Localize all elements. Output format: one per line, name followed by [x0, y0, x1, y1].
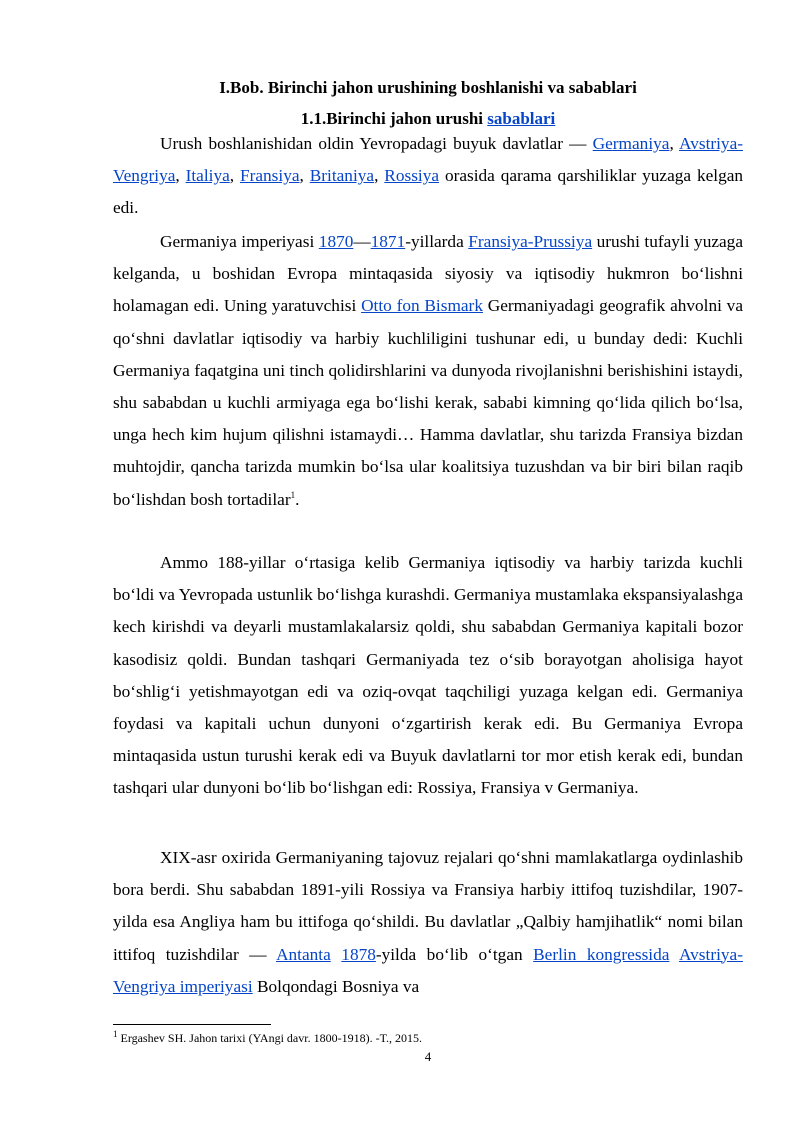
- footnote-marker: 1: [113, 1029, 118, 1039]
- text-run: Germaniya imperiyasi: [160, 232, 319, 251]
- section-title: [113, 108, 743, 130]
- link-sabablari[interactable]: sabablari: [487, 109, 556, 128]
- link-antanta[interactable]: Antanta: [276, 944, 331, 964]
- link-1878[interactable]: 1878: [341, 944, 376, 964]
- text-run: [669, 945, 679, 964]
- link-fransiya-prussiya[interactable]: Fransiya-Prussiya: [468, 232, 593, 251]
- link-rossiya[interactable]: Rossiya: [384, 166, 440, 186]
- paragraph-3: Ammo 188-yillar oʻrtasiga kelib Germaniya iqtisodiy va harbiy tarizda kuchli boʻldi va Yevropada ustunlik boʻlishga kurashdi. Germaniya mustamlaka ekspansiyalashga kech kirishdi va deyarli mustamlakalarsiz qoldi, shu sababdan Germaniya kapitali bozor kasodisiz qoldi. Bundan tashqari Germaniyada tez oʻsib borayotgan aholisiga hayot boʻshligʻi yetishmayotgan edi va oziq-ovqat taqchiligi yuzaga kelgan edi. Germaniya foydasi va kapitali uchun dunyoni oʻzgartirish kerak edi. Bu Germaniya Evropa mintaqasida ustun turushi kerak edi va Buyuk davlatlarni tor mor etish kerak edi, bundan tashqari ular dunyoni boʻlib boʻlishgan edi: Rossiya, Fransiya v Germaniya.: [113, 553, 743, 798]
- footnote-text: Ergashev SH. Jahon tarixi (YAngi davr. 1800-1918). -T., 2015.: [117, 1031, 423, 1045]
- text-run: urushi tufayli yuzaga kelganda, u boshidan Evropa mintaqasida siyosiy va iqtisodiy hukmron boʻlishni holamagan edi. Uning yaratuvchisi: [113, 232, 743, 316]
- link-avstriya-vengriya-imperiyasi[interactable]: Avstriya-Vengriya imperiyasi: [113, 944, 743, 996]
- link-britaniya[interactable]: Britaniya: [309, 166, 375, 186]
- section-title-text: 1.1.Birinchi jahon urushi: [300, 109, 488, 128]
- paragraph-4: [113, 842, 743, 1003]
- link-italiya[interactable]: Italiya: [185, 166, 230, 186]
- paragraph-1: [113, 128, 743, 225]
- text-run: Germaniyadagi geografik ahvolni va qoʻshni davlatlar iqtisodiy va harbiy kuchliligini tushunar edi, u bunday dedi: Kuchli Germaniya faqatgina uni tinch qolidirshlarini va dunyoda rivojlanishni berishishini istaydi, shu sababdan u kuchli armiyaga ega boʻlishi kerak, sababi kimning qoʻlida qilich boʻlsa, unga hech kim hujum qilishni istamaydi… Hamma davlatlar, shu tarizda Fransiya bizdan muhtojdir, qancha tarizda mumkin boʻlsa ular koalitsiya tuzushdan va bir biri bilan raqib boʻlishdan bosh tortadilar: [113, 296, 743, 509]
- link-germaniya[interactable]: Germaniya: [592, 134, 670, 153]
- link-fransiya[interactable]: Fransiya: [240, 166, 300, 186]
- text-run: [331, 945, 342, 964]
- text-run: ,: [299, 166, 310, 186]
- text-run: orasida qarama qarshiliklar yuzaga kelgan edi.: [113, 166, 744, 218]
- text-run: -yilda boʻlib oʻtgan: [375, 944, 534, 964]
- text-run: ,: [229, 166, 240, 186]
- paragraph-2: [113, 226, 743, 516]
- footnote: [113, 1031, 743, 1046]
- link-berlin-kongressida[interactable]: Berlin kongressida: [533, 944, 670, 964]
- chapter-title: I.Bob. Birinchi jahon urushining boshlanishi va sabablari: [219, 78, 637, 97]
- text-run: ,: [669, 134, 680, 153]
- text-run: Urush boshlanishidan oldin Yevropadagi buyuk davlatlar —: [160, 134, 593, 153]
- footnote-reference[interactable]: 1: [290, 489, 296, 500]
- link-1870[interactable]: 1870: [318, 232, 354, 251]
- text-run: ,: [374, 166, 385, 186]
- text-run: XIX-asr oxirida Germaniyaning tajovuz rejalari qoʻshni mamlakatlarga oydinlashib bora berdi. Shu sababdan 1891-yili Rossiya va Fransiya harbiy ittifoq tuzishdilar, 1907-yilda esa Angliya ham bu ittifoga qoʻshildi. Bu davlatlar „Qalbiy hamjihatlik“ nomi bilan ittifoq tuzishdilar —: [113, 848, 743, 964]
- text-run: —: [353, 232, 371, 251]
- text-run: -yillarda: [405, 232, 469, 251]
- link-1871[interactable]: 1871: [370, 232, 406, 251]
- text-run: ,: [175, 166, 186, 186]
- page-number: 4: [424, 1049, 432, 1064]
- link-avstriya-vengriya[interactable]: Avstriya-Vengriya: [113, 134, 744, 186]
- link-otto-fon-bismark[interactable]: Otto fon Bismark: [361, 296, 483, 316]
- text-run: Bolqondagi Bosniya va: [252, 976, 420, 996]
- text-run: .: [295, 489, 300, 509]
- footnote-separator: [113, 1024, 271, 1025]
